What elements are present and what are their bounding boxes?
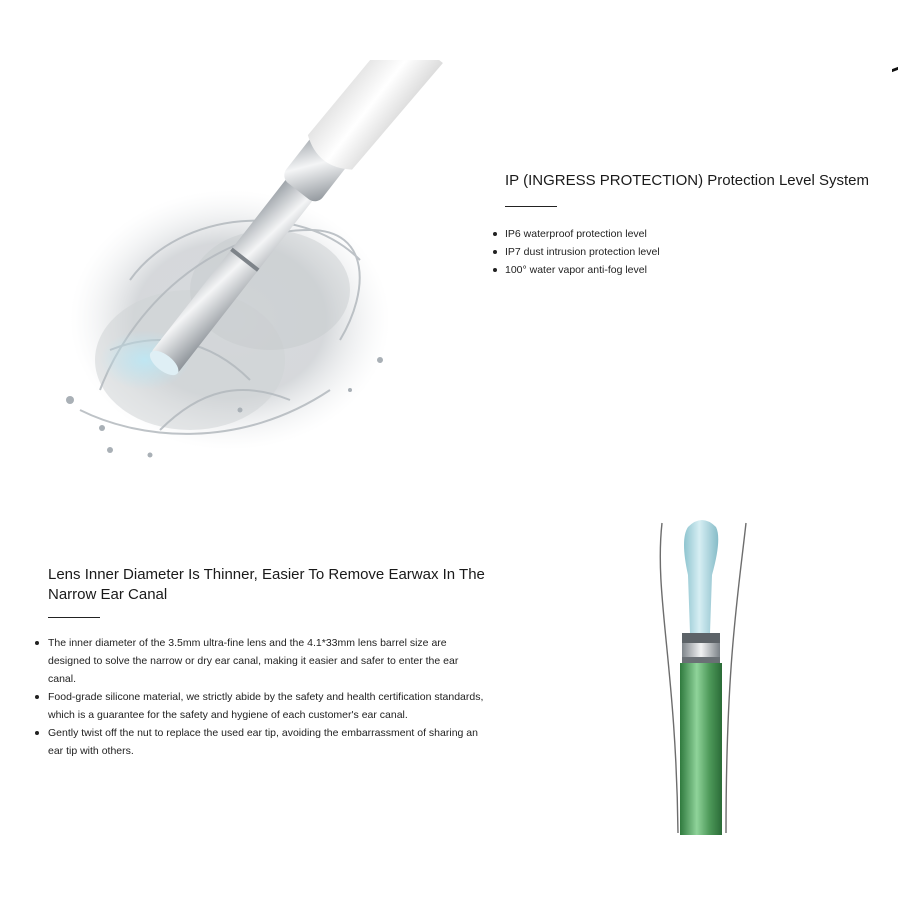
silicone-ear-tip [684, 520, 718, 633]
ip-section-title: IP (INGRESS PROTECTION) Protection Level System [505, 172, 869, 189]
ip-protection-section [505, 170, 895, 279]
list-item: Gently twist off the nut to replace the used ear tip, avoiding the embarrassment of sharing an ear tip with others. [48, 724, 488, 760]
green-barrel [680, 663, 722, 835]
title-divider [505, 206, 557, 207]
list-item: 100° water vapor anti-fog level [492, 261, 895, 279]
list-item: IP7 dust intrusion protection level [492, 243, 895, 261]
bullet-icon [493, 268, 497, 272]
bullet-icon [35, 695, 39, 699]
metal-ring [682, 633, 720, 643]
list-item: IP6 waterproof protection level [492, 225, 895, 243]
ear-canal-left-wall [660, 523, 678, 833]
bullet-icon [35, 641, 39, 645]
ear-tip-image [630, 515, 770, 835]
lens-bullet-list [48, 634, 488, 760]
bullet-icon [493, 232, 497, 236]
ip-bullet-list [492, 225, 895, 279]
ear-canal-right-wall [726, 523, 746, 833]
title-divider [48, 617, 100, 618]
list-item: Food-grade silicone material, we strictly abide by the safety and health certification standards, which is a guarantee for the safety and hygiene of each customer's ear canal. [48, 688, 488, 724]
bullet-icon [35, 731, 39, 735]
list-item: The inner diameter of the 3.5mm ultra-fine lens and the 4.1*33mm lens barrel size are designed to solve the narrow or dry ear canal, making it easier and safer to enter the ear canal. [48, 634, 488, 688]
waterproof-splash-image [40, 60, 460, 470]
lens-diameter-section [48, 565, 488, 760]
lens-section-title: Lens Inner Diameter Is Thinner, Easier To Remove Earwax In The Narrow Ear Canal [48, 566, 485, 603]
corner-mark [892, 67, 898, 72]
bullet-icon [493, 250, 497, 254]
